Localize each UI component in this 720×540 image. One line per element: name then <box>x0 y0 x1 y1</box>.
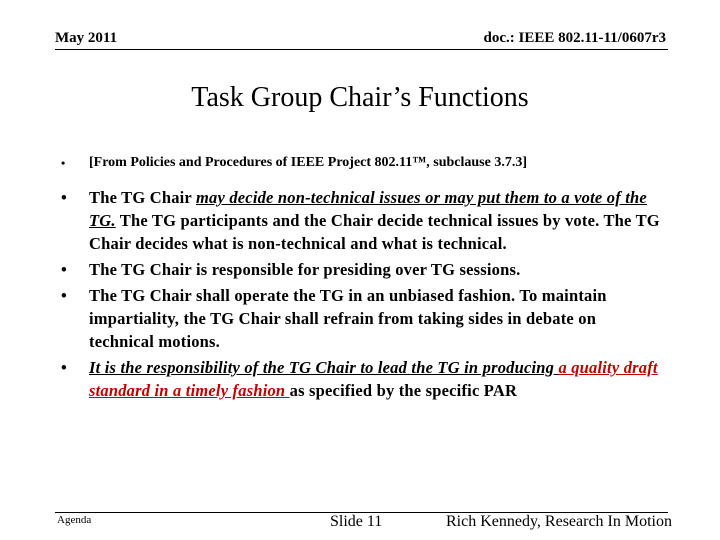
bullet-list <box>55 154 665 405</box>
bullet-1-text-a: The TG Chair <box>89 188 196 207</box>
bullet-intro <box>55 154 665 172</box>
bullet-2 <box>55 258 665 281</box>
bullet-dot: • <box>61 156 66 170</box>
header-date: May 2011 <box>55 30 118 46</box>
bullet-dot: • <box>61 188 67 207</box>
bullet-dot: • <box>61 286 67 305</box>
footer-author: Rich Kennedy, Research In Motion <box>445 513 672 530</box>
bullet-dot: • <box>61 358 67 377</box>
bullet-1-text-b: The TG participants and the Chair decide technical issues by vote. The TG Chair decides what is non-technical and what is technical. <box>89 211 660 253</box>
slide-title: Task Group Chair’s Functions <box>191 82 529 113</box>
footer-slide-number: Slide 11 <box>330 513 383 530</box>
bullet-1 <box>55 186 665 255</box>
bullet-4-text: as specified by the specific PAR <box>289 381 518 400</box>
bullet-4-red-emphasis: a quality draft standard in a timely fashion <box>89 358 658 400</box>
bullet-2-text: The TG Chair is responsible for presiding over TG sessions. <box>89 260 521 279</box>
header-doc-id: doc.: IEEE 802.11-11/0607r3 <box>483 30 666 46</box>
bullet-intro-text: [From Policies and Procedures of IEEE Project 802.11™, subclause 3.7.3] <box>89 155 527 170</box>
bullet-3 <box>55 284 665 353</box>
bullet-4 <box>55 356 665 402</box>
footer-agenda: Agenda <box>57 514 92 526</box>
bullet-dot: • <box>61 260 67 279</box>
bullet-1-emphasis: may decide non-technical issues or may put them to a vote of the TG. <box>89 188 647 230</box>
bullet-3-text: The TG Chair shall operate the TG in an unbiased fashion. To maintain impartiality, the TG Chair shall refrain from taking sides in debate on technical motions. <box>89 286 607 351</box>
bullet-4-emphasis: It is the responsibility of the TG Chair to lead the TG in producing <box>89 358 559 377</box>
header-rule <box>55 49 668 50</box>
